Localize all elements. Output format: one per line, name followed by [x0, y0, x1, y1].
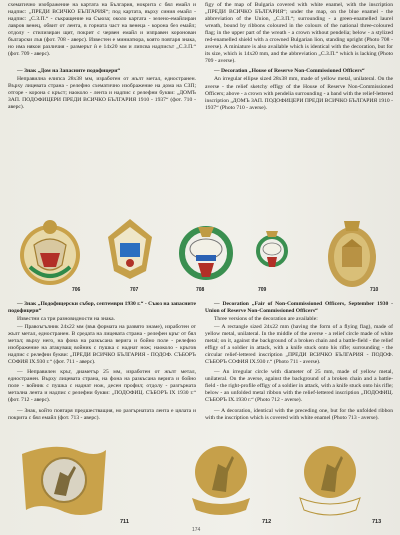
english-text-column — [205, 2, 393, 112]
badge-713-image — [290, 430, 370, 530]
figure-number: 713 — [372, 519, 382, 525]
badge-712-image — [186, 430, 256, 530]
paragraph: — A rectangle sized 24x22 mm (having the form of a flying flag), made of yellow metal, unilateral. In the middle of the averse - a relief circle made of white metal; on it, against the background of a broken chain and a battle-field - the relief effigy of a soldier in attack, with a knife stuck onto his rifle; surrounding - the circular relief-lettered inscription „ПРЕДИ ВСИЧКО БЪЛГАРИЯ - ПОДОФ. СЪБОРЪ СОФИЯ IX.930 г.“ (Photo 711 - averse). — [205, 323, 393, 365]
figure-number: 711 — [120, 519, 129, 525]
paragraph: — Неправилен кръг, диаметър 25 мм, изработен от жълт метал, едностранен. Върху лицевата страна, на фона на разкъсана верига и бойно поле - войник с пушка с наднат нож, десен профил; отдолу - разгърната метална лента и надпис с релефни букви: „ПОДОФИЦ. СЪБОРЪ IX 1930 г.“ (фот. 712 - аверс). — [8, 369, 196, 404]
figure-number: 708 — [196, 287, 205, 293]
badge-photo-strip — [0, 211, 400, 296]
badge-709-image — [252, 225, 292, 275]
badge-710-image — [318, 213, 386, 291]
paragraph: — An irregular circle with diameter of 25 mm, made of yellow metal, unilateral. On the averse, against the background of a broken chain and a battle-field - the right-profile effigy of a soldier in attack, with a knife stuck onto his rifle; below - an unfolded metal ribbon with the relief-lettered inscription „ПОДОФИЦ. СЪБОРЪ IX.1930 г.“ (Photo 712 - averse). — [205, 369, 393, 404]
figure-number: 712 — [262, 519, 272, 525]
figure-number: 707 — [130, 287, 139, 293]
section-heading: — Знак „Дом на Запасните подофицери“ — [17, 67, 121, 74]
paragraph: — Правоъгълник 24х22 мм (във формата на развято знаме), изработен от жълт метал, едностранен. В средата на лицевата страна - релефен кръг от бял метал; върху него, на фона на разкъсана верига и бойно поле - релефно изображение на атакуващ войник с пушка с наднат нож; наоколо - кръгов надпис с релефни букви: „ПРЕДИ ВСИЧКО БЪЛГАРИЯ - ПОДОФ. СЪБОРЪ СОФИЯ IX.930 г.“ (фот. 711 - аверс). — [8, 323, 196, 365]
paragraph: — A decoration, identical with the preceding one, but for the unfolded ribbon with the inscription which is covered with white enamel (Photo 713 - averse). — [205, 407, 393, 421]
figure-number: 710 — [370, 287, 379, 293]
paragraph: figy of the map of Bulgaria covered with white enamel, with the inscription „ПРЕДИ ВСИЧКО БЪЛГАРИЯ“; under the map, on the blue enamel - the abbreviation of the Union, „С.З.П.“; surrounding - a green-enamelled laurel wreath, bound by ribbons coloured in the colours of the national three-coloured flag; in the upper part of the wreath - a crown without pendelia; below - a stylized red-enamelled shield with a crowned Bulgarian lion, standing upright (Photo 708 - averse). A miniature is also available which is identical with the decoration, but for its size, which is 14x20 mm, and the abbreviation „С.З.П.“ which is lacking (Photo 709 - averse). — [205, 2, 393, 65]
badge-708-image — [176, 219, 236, 285]
section-heading: — Знак „Подофицерски събор, септември 1930 г.“ - Съюз на запасните подофицери“ — [8, 301, 196, 315]
badge-707-image — [102, 217, 158, 281]
paragraph: — Знак, който повтаря предшестващия, но разгърнатата лента е цялата и покрита с бял емайл (фот. 713 - аверс). — [8, 407, 196, 421]
bulgarian-text-column-lower — [8, 298, 196, 422]
paragraph: Неправилна елипса 28х38 мм, изработен от жълт метал, едностранен. Върху лицевата страна - релефно схематично изображение на дома на СЗП; отгоре - корона с кръст; наоколо - лента и надпис с релефни букви: „ДОМЪ ЗАП. ПОДОФИЦЕРИ ПРЕДИ ВСИЧКО БЪЛГАРИЯ 1910 - 1937“ (фот. 710 - аверс). — [8, 75, 196, 110]
english-text-column-lower — [205, 298, 393, 422]
badge-706-image — [10, 213, 90, 293]
paragraph: Three versions of the decoration are available: — [214, 316, 318, 323]
bulgarian-text-column — [8, 2, 196, 111]
section-heading: — Decoration „House of Reserve Non-Commissioned Officers“ — [214, 68, 365, 75]
figure-number: 706 — [72, 287, 81, 293]
section-heading: — Decoration „Fair of Non-Commissioned Officers, September 1930 - Union of Reserve Non-Commissioned Officers“ — [205, 301, 393, 315]
badge-711-image — [14, 430, 114, 530]
paragraph: Известни са три разновидности на знака. — [17, 316, 116, 323]
figure-number: 709 — [258, 287, 267, 293]
paragraph: An irregular ellipse sized 28x38 mm, made of yellow metal, unilateral. On the averse - the relief sketchy effigy of the House of Reserve Non-Commissioned Officers; above - a crown with pendelia surrounding - a band with the relief-lettered inscription „ДОМЪ ЗАП. ПОДОФИЦЕРИ ПРЕДИ ВСИЧКО БЪЛГАРИЯ 1910 - 1937“ (Photo 710 - averse). — [205, 76, 393, 111]
page-number: 174 — [192, 527, 201, 533]
paragraph: схематично изображение на картата на България, нокрита с бял емайл и надпис: „ПРЕДИ ВСИЧКО БЪЛГАРИЯ“; под картата, върху синия емайл - надпис: „С.З.П.“ - съкращение на Съюза; около картата - зелено-емайлиран лавров венец, обвит от лента, в горната част на венеца - корона без емайл; отдолу - стилизиран щит, покрит с червен емайл и изправен коронован български лъв (фот. 708 - аверс). Известен е миниатюра, която повтаря знака, но има някои различия - размерът ѝ е 14х20 мм и липсва надписът „С.З.П.“ (фот. 709 - аверс). — [8, 2, 196, 58]
